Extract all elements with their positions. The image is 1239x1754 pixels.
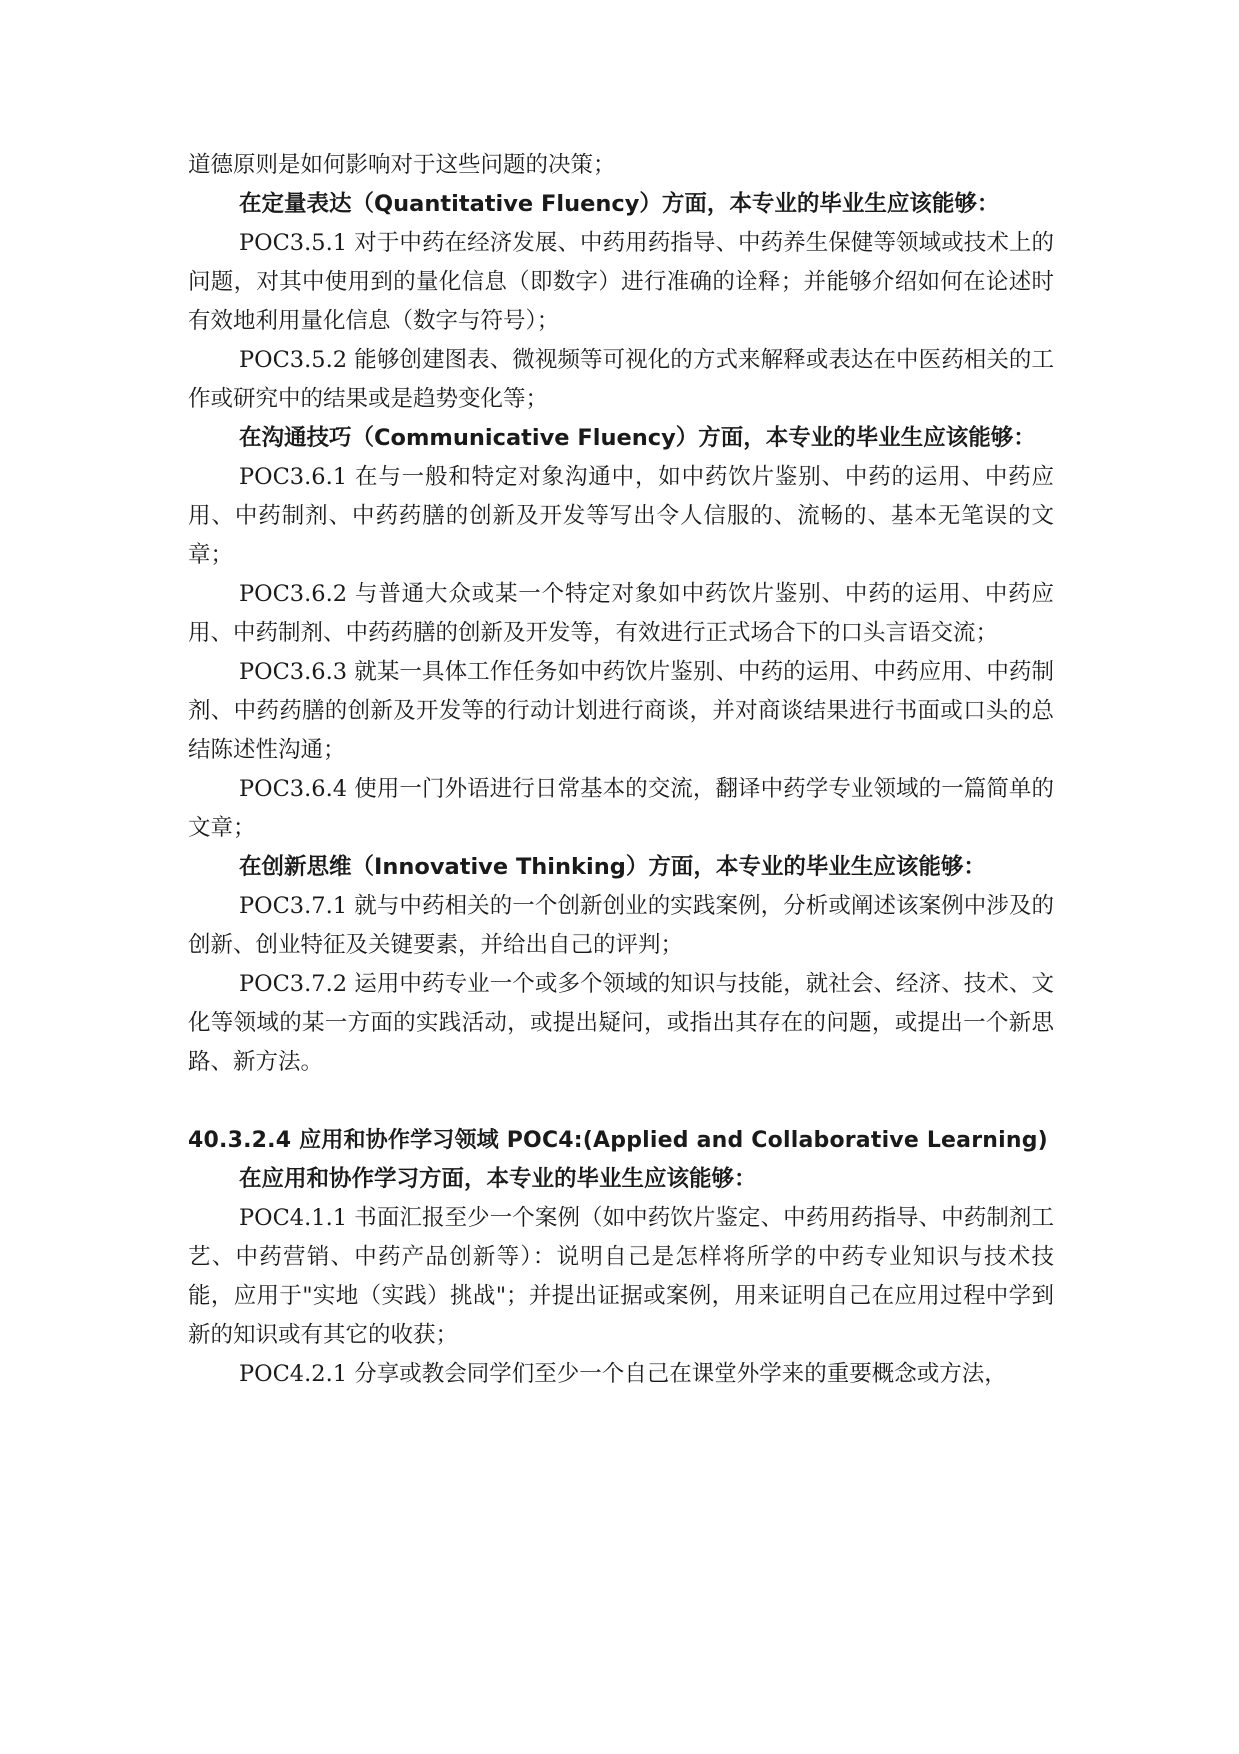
paragraph-poc352: POC3.5.2 能够创建图表、微视频等可视化的方式来解释或表达在中医药相关的工作或研究中的结果或是趋势变化等； <box>188 347 1054 412</box>
paragraph-poc351: POC3.5.1 对于中药在经济发展、中药用药指导、中药养生保健等领域或技术上的问题，对其中使用到的量化信息（即数字）进行准确的诠释；并能够介绍如何在论述时有效地利用量化信息（数字与符号）； <box>188 230 1054 334</box>
document-page <box>188 146 1054 1394</box>
heading-applied-learning: 在应用和协作学习方面，本专业的毕业生应该能够： <box>239 1166 757 1192</box>
heading-innovative-thinking: 在创新思维（Innovative Thinking）方面，本专业的毕业生应该能够： <box>239 854 986 880</box>
paragraph-poc372: POC3.7.2 运用中药专业一个或多个领域的知识与技能，就社会、经济、技术、文化等领域的某一方面的实践活动，或提出疑问，或指出其存在的问题，或提出一个新思路、新方法。 <box>188 971 1054 1075</box>
paragraph-poc363: POC3.6.3 就某一具体工作任务如中药饮片鉴别、中药的运用、中药应用、中药制剂、中药药膳的创新及开发等的行动计划进行商谈，并对商谈结果进行书面或口头的总结陈述性沟通； <box>188 659 1054 763</box>
paragraph-poc361: POC3.6.1 在与一般和特定对象沟通中，如中药饮片鉴别、中药的运用、中药应用、中药制剂、中药药膳的创新及开发等写出令人信服的、流畅的、基本无笔误的文章； <box>188 464 1054 568</box>
paragraph-poc371: POC3.7.1 就与中药相关的一个创新创业的实践案例，分析或阐述该案例中涉及的创新、创业特征及关键要素，并给出自己的评判； <box>188 893 1054 958</box>
paragraph-poc421: POC4.2.1 分享或教会同学们至少一个自己在课堂外学来的重要概念或方法， <box>239 1361 1007 1387</box>
heading-communicative-fluency: 在沟通技巧（Communicative Fluency）方面，本专业的毕业生应该能够： <box>239 425 1036 451</box>
paragraph-poc411: POC4.1.1 书面汇报至少一个案例（如中药饮片鉴定、中药用药指导、中药制剂工艺、中药营销、中药产品创新等）：说明自己是怎样将所学的中药专业知识与技术技能，应用于"实地（实践）挑战"；并提出证据或案例，用来证明自己在应用过程中学到新的知识或有其它的收获； <box>188 1205 1054 1348</box>
paragraph-poc362: POC3.6.2 与普通大众或某一个特定对象如中药饮片鉴别、中药的运用、中药应用、中药制剂、中药药膳的创新及开发等，有效进行正式场合下的口头言语交流； <box>188 581 1054 646</box>
paragraph-continuation: 道德原则是如何影响对于这些问题的决策； <box>188 152 616 178</box>
heading-quantitative-fluency: 在定量表达（Quantitative Fluency）方面，本专业的毕业生应该能够： <box>239 191 1000 217</box>
section-title-poc4: 40.3.2.4 应用和协作学习领域 POC4:(Applied and Collaborative Learning) <box>188 1128 1048 1153</box>
paragraph-poc364: POC3.6.4 使用一门外语进行日常基本的交流，翻译中药学专业领域的一篇简单的文章； <box>188 776 1054 841</box>
